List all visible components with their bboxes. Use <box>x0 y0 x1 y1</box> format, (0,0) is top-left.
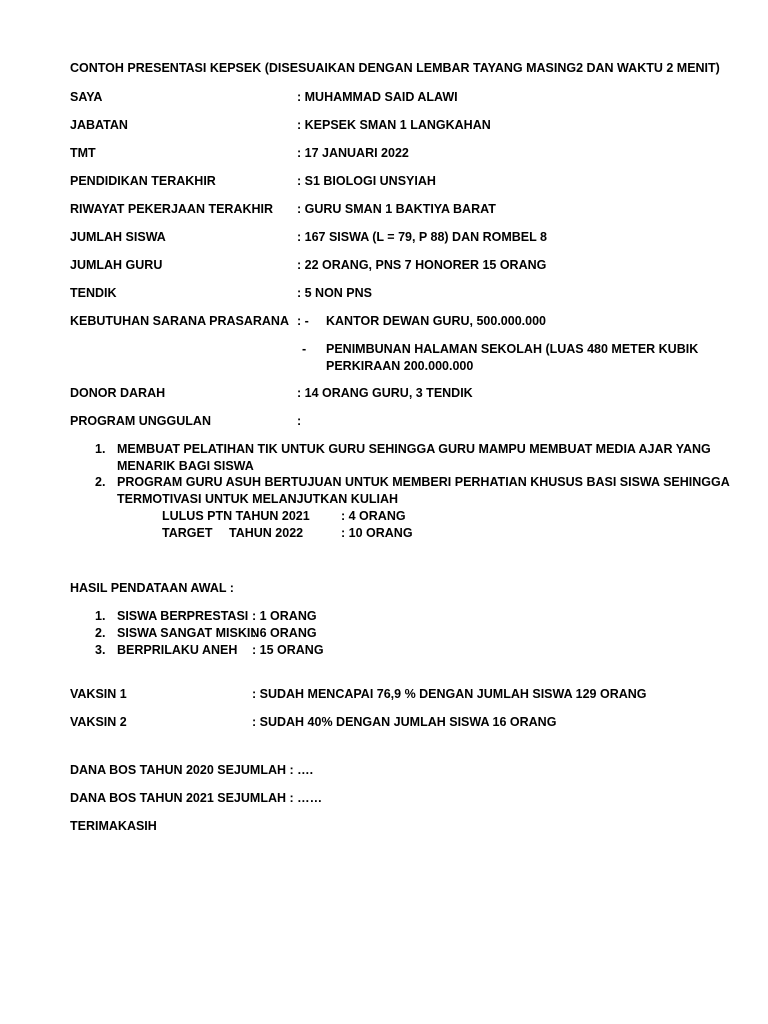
label-pendidikan: PENDIDIKAN TERAKHIR <box>70 174 216 188</box>
label-jumlah-siswa: JUMLAH SISWA <box>70 230 166 244</box>
label-tmt: TMT <box>70 146 96 160</box>
pendataan-item-1-label: SISWA BERPRESTASI <box>117 609 249 623</box>
value-pendidikan: : S1 BIOLOGI UNSYIAH <box>297 174 436 188</box>
label-tendik: TENDIK <box>70 286 117 300</box>
program-item-2-line-2: TERMOTIVASI UNTUK MELANJUTKAN KULIAH <box>117 492 399 506</box>
value-riwayat: : GURU SMAN 1 BAKTIYA BARAT <box>297 202 496 216</box>
value-jumlah-siswa: : 167 SISWA (L = 79, P 88) DAN ROMBEL 8 <box>297 230 547 244</box>
pendataan-item-3-value: : 15 ORANG <box>252 643 324 657</box>
label-riwayat: RIWAYAT PEKERJAAN TERAKHIR <box>70 202 274 216</box>
label-program: PROGRAM UNGGULAN <box>70 414 211 428</box>
value-jabatan: : KEPSEK SMAN 1 LANGKAHAN <box>297 118 491 132</box>
pendataan-item-1-value: : 1 ORANG <box>252 609 317 623</box>
dana-bos-2021: DANA BOS TAHUN 2021 SEJUMLAH : …… <box>70 791 323 805</box>
document-title: CONTOH PRESENTASI KEPSEK (DISESUAIKAN DENGAN LEMBAR TAYANG MASING2 DAN WAKTU 2 MENIT) <box>70 61 720 75</box>
program-item-1-number: 1. <box>95 442 106 456</box>
pendataan-item-2-label: SISWA SANGAT MISKIN <box>117 626 260 640</box>
value-tendik: : 5 NON PNS <box>297 286 373 300</box>
closing-text: TERIMAKASIH <box>70 819 157 833</box>
program-item-2-number: 2. <box>95 475 106 489</box>
target-value: : 10 ORANG <box>341 526 413 540</box>
value-vaksin-2: : SUDAH 40% DENGAN JUMLAH SISWA 16 ORANG <box>252 715 557 729</box>
pendataan-item-3-label: BERPRILAKU ANEH <box>117 643 238 657</box>
sarana-item-2-line-2: PERKIRAAN 200.000.000 <box>326 359 474 373</box>
sarana-item-1: KANTOR DEWAN GURU, 500.000.000 <box>326 314 546 328</box>
label-donor: DONOR DARAH <box>70 386 166 400</box>
sarana-dash: - <box>302 342 307 356</box>
sarana-colon: : - <box>297 314 309 328</box>
value-jumlah-guru: : 22 ORANG, PNS 7 HONORER 15 ORANG <box>297 258 547 272</box>
value-saya: : MUHAMMAD SAID ALAWI <box>297 90 458 104</box>
label-jabatan: JABATAN <box>70 118 128 132</box>
program-colon: : <box>297 414 302 428</box>
target-label: TARGET <box>162 526 213 540</box>
label-sarana: KEBUTUHAN SARANA PRASARANA <box>70 314 289 328</box>
label-vaksin-2: VAKSIN 2 <box>70 715 127 729</box>
lulus-ptn-value: : 4 ORANG <box>341 509 406 523</box>
pendataan-item-2-number: 2. <box>95 626 106 640</box>
lulus-ptn-label: LULUS PTN TAHUN 2021 <box>162 509 310 523</box>
target-year: TAHUN 2022 <box>229 526 304 540</box>
label-jumlah-guru: JUMLAH GURU <box>70 258 163 272</box>
pendataan-item-2-value: : 6 ORANG <box>252 626 317 640</box>
value-donor: : 14 ORANG GURU, 3 TENDIK <box>297 386 473 400</box>
pendataan-title: HASIL PENDATAAN AWAL : <box>70 581 234 595</box>
sarana-item-2-line-1: PENIMBUNAN HALAMAN SEKOLAH (LUAS 480 METER KUBIK <box>326 342 699 356</box>
program-item-2-line-1: PROGRAM GURU ASUH BERTUJUAN UNTUK MEMBERI PERHATIAN KHUSUS BASI SISWA SEHINGGA <box>117 475 730 489</box>
value-tmt: : 17 JANUARI 2022 <box>297 146 409 160</box>
pendataan-item-1-number: 1. <box>95 609 106 623</box>
label-saya: SAYA <box>70 90 103 104</box>
program-item-1-line-2: MENARIK BAGI SISWA <box>117 459 254 473</box>
dana-bos-2020: DANA BOS TAHUN 2020 SEJUMLAH : …. <box>70 763 314 777</box>
label-vaksin-1: VAKSIN 1 <box>70 687 127 701</box>
program-item-1-line-1: MEMBUAT PELATIHAN TIK UNTUK GURU SEHINGGA GURU MAMPU MEMBUAT MEDIA AJAR YANG <box>117 442 711 456</box>
value-vaksin-1: : SUDAH MENCAPAI 76,9 % DENGAN JUMLAH SISWA 129 ORANG <box>252 687 647 701</box>
pendataan-item-3-number: 3. <box>95 643 106 657</box>
